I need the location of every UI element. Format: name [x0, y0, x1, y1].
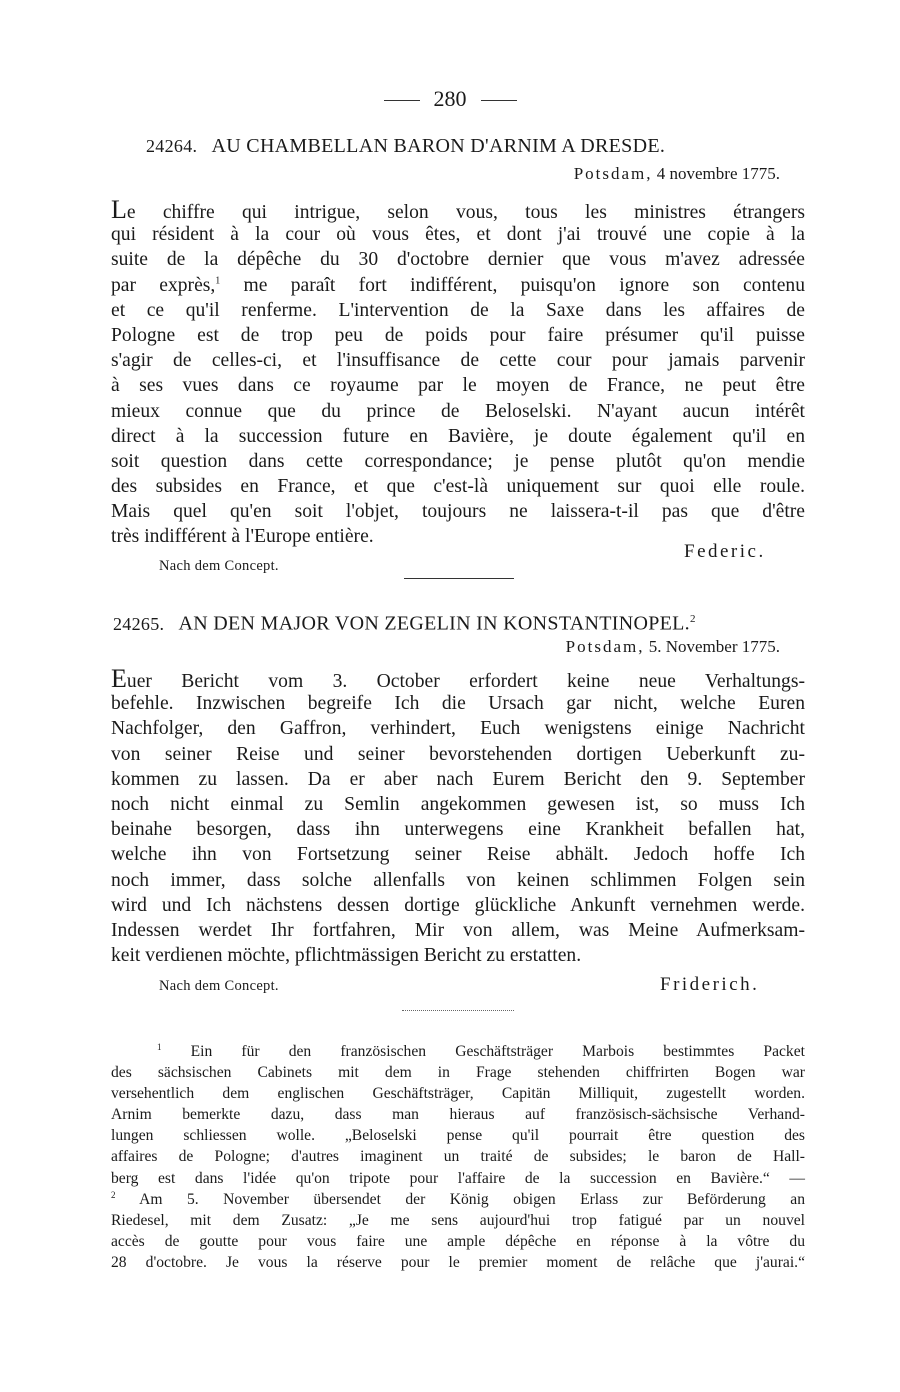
letter-2-line-9: noch immer, dass solche allenfalls von keinen schlimmen Folgen sein [111, 869, 805, 891]
page-number-dash-right [481, 100, 517, 101]
letter-2-line-10: wird und Ich nächstens dessen dortige glückliche Ankunft vernehmen werde. [111, 894, 805, 916]
letter-2-line-8: welche ihn von Fortsetzung seiner Reise abhält. Jedoch hoffe Ich [111, 844, 805, 866]
footnote-1-line-1: $^1$ Ein für den französischen Geschäftsträger Marbois bestimmtes Packet [157, 1041, 805, 1060]
letter-1-line-5: et ce qu'il renferme. L'intervention de la Saxe dans les affaires de [111, 299, 805, 321]
letter-1-date: 4 novembre 1775. [656, 164, 780, 183]
letter-2-line-5: kommen zu lassen. Da er aber nach Eurem Bericht den 9. September [111, 768, 805, 790]
letter-1-place: Potsdam, [573, 164, 653, 183]
letter-2-line-7: beinahe besorgen, dass ihn unterwegens eine Krankheit befallen hat, [111, 819, 805, 841]
letter-2-line-6: noch nicht einmal zu Semlin angekommen gewesen ist, so muss Ich [111, 793, 805, 815]
letter-2-dropcap: E [111, 664, 127, 693]
letter-1-line-10: direct à la succession future en Bavière, je doute également qu'il en [111, 425, 805, 447]
letter-1-heading [146, 133, 826, 159]
page-number: 280 [433, 86, 467, 111]
letter-2-number: 24265. [113, 613, 165, 634]
footnote-1-marker: 1 [157, 1041, 162, 1052]
letter-1-line-8: à ses vues dans ce royaume par le moyen de France, ne peut être [111, 375, 805, 397]
letter-2-heading [113, 606, 793, 637]
letter-1-source: Nach dem Concept. [159, 558, 279, 574]
letter-1-line-2: qui résident à la cour où vous êtes, et dont j'ai trouvé une copie à la [111, 224, 805, 246]
letter-2-date: 5. November 1775. [648, 637, 780, 656]
letter-1-line-12: des subsides en France, et que c'est-là uniquement sur quoi elle roule. [111, 476, 805, 498]
letter-1-body [111, 197, 805, 550]
letter-2-line-1: Euer Bericht vom 3. October erfordert keine neue Verhaltungs- [111, 664, 805, 693]
letter-1-line-14: très indifférent à l'Europe entière. [111, 526, 374, 548]
letter-1-line-4: par exprès,$^1$ me paraît fort indifférent, puisqu'on ignore son contenu [111, 274, 805, 296]
letter-2-line-3: Nachfolger, den Gaffron, verhindert, Euch wenigstens einige Nachricht [111, 718, 805, 740]
letter-1-line-7: s'agir de celles-ci, et l'insuffisance de cette cour pour jamais parvenir [111, 350, 805, 372]
section-divider-2 [402, 1010, 514, 1011]
letter-2-body [111, 666, 805, 968]
letter-1-line-13: Mais quel qu'en soit l'objet, toujours ne laissera-t-il pas que d'être [111, 501, 805, 523]
footnote-ref-1[interactable]: 1 [215, 275, 221, 287]
letter-2-source: Nach dem Concept. [159, 978, 279, 994]
page-number-dash-left [384, 100, 420, 101]
letter-1-line-1: Le chiffre qui intrigue, selon vous, tous les ministres étrangers [111, 195, 805, 224]
page-number-line [0, 86, 900, 112]
letter-2-title: AN DEN MAJOR VON ZEGELIN IN KONSTANTINOPEL. [178, 612, 690, 635]
footnote-ref-2[interactable]: 2 [689, 613, 696, 625]
footnote-2-line-1: $^2$ Am 5. November übersendet der König obigen Erlass zur Beförderung an [111, 1189, 805, 1208]
footnote-1-line-4: Arnim bemerkte dazu, dass man hieraus auf französisch-sächsische Verhand- [111, 1106, 805, 1124]
footnote-2-line-4: 28 d'octobre. Je vous la réserve pour le premier moment de relâche que j'aurai.“ [111, 1253, 805, 1271]
letter-1-number: 24264. [146, 136, 198, 156]
letter-2-signature: Friderich. [660, 974, 760, 995]
footnote-1-line-3: versehentlich dem englischen Geschäftsträger, Capitän Milliquit, zugestellt worden. [111, 1085, 805, 1103]
letter-2-dateline [566, 636, 780, 658]
letter-1-signature: Federic. [684, 541, 766, 562]
footnote-1-line-2: des sächsischen Cabinets mit dem in Frage stehenden chiffrirten Bogen war [111, 1064, 805, 1082]
footnotes [111, 1041, 805, 1273]
letter-1-title: AU CHAMBELLAN BARON D'ARNIM A DRESDE. [211, 135, 666, 157]
letter-1-dateline [574, 163, 780, 185]
letter-1-dropcap: L [111, 195, 127, 224]
letter-2-place: Potsdam, [565, 637, 645, 656]
letter-1-line-3: suite de la dépêche du 30 d'octobre dernier que vous m'avez adressée [111, 249, 805, 271]
letter-2-line-12: keit verdienen möchte, pflichtmässigen Bericht zu erstatten. [111, 945, 582, 967]
letter-2-line-11: Indessen werdet Ihr fortfahren, Mir von allem, was Meine Aufmerksam- [111, 919, 805, 941]
footnote-1-line-5: lungen schliessen wolle. „Beloselski pense qu'il pourrait être question des [111, 1127, 805, 1145]
section-divider-1 [404, 578, 514, 579]
letter-2-line-2: befehle. Inzwischen begreife Ich die Ursach gar nicht, welche Euren [111, 693, 805, 715]
footnote-2-marker: 2 [111, 1189, 116, 1200]
letter-2-line-4: von seiner Reise und seiner bevorstehenden dortigen Ueberkunft zu- [111, 743, 805, 765]
footnote-1-line-6: affaires de Pologne; d'autres imaginent un traité de subsides; le baron de Hall- [111, 1148, 805, 1166]
letter-1-line-11: soit question dans cette correspondance; je pense plutôt qu'on mendie [111, 450, 805, 472]
footnote-2-line-2: Riedesel, mit dem Zusatz: „Je me sens aujourd'hui trop fatigué par un nouvel [111, 1211, 805, 1229]
footnote-2-line-3: accès de goutte pour vous faire une ample dépêche en réponse à la vôtre du [111, 1232, 805, 1250]
letter-1-line-6: Pologne est de trop peu de poids pour faire présumer qu'il puisse [111, 324, 805, 346]
letter-1-line-9: mieux connue que du prince de Beloselski. N'ayant aucun intérêt [111, 400, 805, 422]
footnote-1-line-7: berg est dans l'idée qu'on tripote pour l'affaire de la succession en Bavière.“ — [111, 1169, 805, 1187]
